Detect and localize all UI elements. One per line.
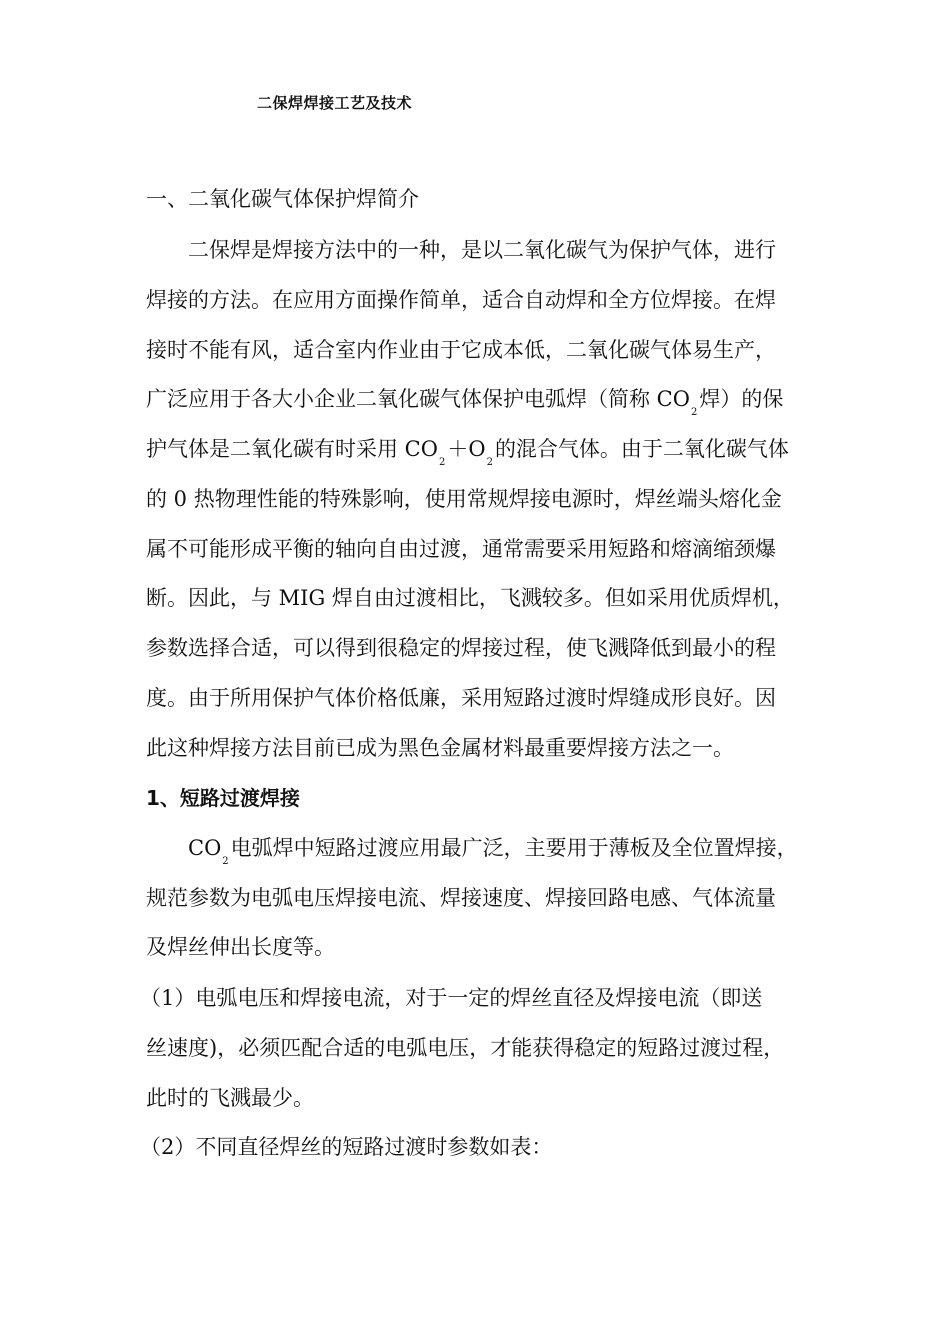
text-run: 的混合气体。由于二氧化碳气体	[494, 437, 789, 461]
text-run: 焊）的保	[699, 387, 784, 411]
section-heading-co2-welding: 一、二氧化碳气体保护焊简介	[146, 187, 419, 211]
paragraph-line	[188, 835, 798, 867]
text-run: 护气体是二氧化碳有时采用 CO	[146, 437, 438, 461]
paragraph-line: 接时不能有风，适合室内作业由于它成本低，二氧化碳气体易生产，	[146, 338, 776, 362]
paragraph-line: 此这种焊接方法目前已成为黑色金属材料最重要焊接方法之一。	[146, 736, 734, 760]
list-item-2: （2）不同直径焊丝的短路过渡时参数如表：	[140, 1135, 553, 1159]
paragraph-line: 丝速度)，必须匹配合适的电弧电压，才能获得稳定的短路过渡过程，	[146, 1036, 785, 1060]
list-item-1: （1）电弧电压和焊接电流，对于一定的焊丝直径及焊接电流（即送	[140, 986, 763, 1010]
text-run: ＋O	[447, 437, 486, 461]
subscript: 2	[690, 407, 698, 418]
paragraph-line	[146, 436, 789, 468]
text-run: 电弧焊中短路过渡应用最广泛，主要用于薄板及全位置焊接，	[230, 836, 798, 860]
paragraph-line	[146, 386, 784, 418]
text-run: CO	[188, 836, 222, 860]
paragraph-line: 的 0 热物理性能的特殊影响，使用常规焊接电源时，焊丝端头熔化金	[146, 487, 782, 511]
paragraph-line: 此时的飞溅最少。	[146, 1086, 314, 1110]
subscript: 2	[222, 856, 229, 867]
document-title: 二保焊焊接工艺及技术	[257, 94, 413, 112]
subscript: 2	[438, 457, 446, 468]
paragraph-line: 规范参数为电弧电压焊接电流、焊接速度、焊接回路电感、气体流量	[146, 886, 776, 910]
subscript: 2	[486, 457, 493, 468]
paragraph-line: 断。因此，与 MIG 焊自由过渡相比，飞溅较多。但如采用优质焊机，	[146, 586, 794, 610]
paragraph-line: 度。由于所用保护气体价格低廉，采用短路过渡时焊缝成形良好。因	[146, 686, 776, 710]
text-run: 广泛应用于各大小企业二氧化碳气体保护电弧焊（简称 CO	[146, 387, 690, 411]
section-heading-short-circuit: 1、短路过渡焊接	[146, 786, 300, 810]
paragraph-line: 及焊丝伸出长度等。	[146, 935, 335, 959]
paragraph-line: 焊接的方法。在应用方面操作简单，适合自动焊和全方位焊接。在焊	[146, 288, 776, 312]
paragraph-line: 二保焊是焊接方法中的一种，是以二氧化碳气为保护气体，进行	[188, 238, 776, 262]
paragraph-line: 参数选择合适，可以得到很稳定的焊接过程，使飞溅降低到最小的程	[146, 636, 776, 660]
paragraph-line: 属不可能形成平衡的轴向自由过渡，通常需要采用短路和熔滴缩颈爆	[146, 537, 776, 561]
